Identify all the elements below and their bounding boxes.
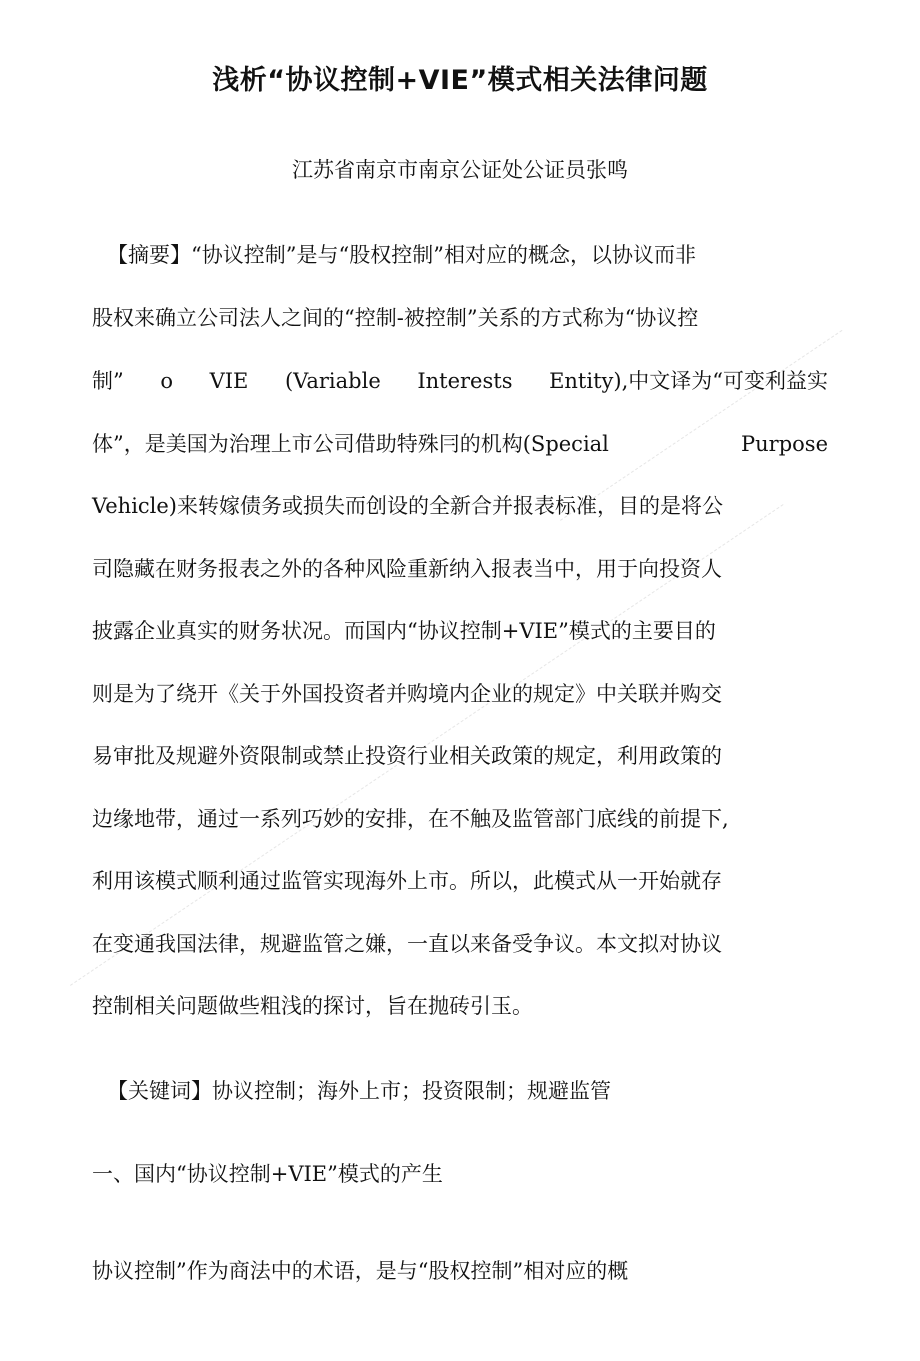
author-line: 江苏省南京市南京公证处公证员张鸣 bbox=[292, 158, 628, 182]
abstract-line-13: 控制相关问题做些粗浅的探讨，旨在抛砖引玉。 bbox=[92, 994, 533, 1018]
abstract-line-9: 易审批及规避外资限制或禁止投资行业相关政策的规定，利用政策的 bbox=[92, 744, 722, 768]
abstract-line-8: 则是为了绕开《关于外国投资者并购境内企业的规定》中关联并购交 bbox=[92, 682, 722, 706]
abstract-line-2: 股权来确立公司法人之间的“控制-被控制”关系的方式称为“协议控 bbox=[92, 306, 699, 330]
abstract-line-6: 司隐藏在财务报表之外的各种风险重新纳入报表当中，用于向投资人 bbox=[92, 557, 722, 581]
abstract-line-12: 在变通我国法律，规避监管之嫌，一直以来备受争议。本文拟对协议 bbox=[92, 932, 722, 956]
line3-word-6: Entity),中文译为“可变利益实 bbox=[549, 369, 828, 393]
abstract-line-5: Vehicle)来转嫁债务或损失而创设的全新合并报表标准，目的是将公 bbox=[92, 494, 724, 518]
line3-word-5: Interests bbox=[417, 369, 513, 393]
abstract-line-4 bbox=[92, 429, 828, 459]
line3-word-1: 制” bbox=[92, 369, 124, 393]
abstract-line-3 bbox=[92, 366, 828, 396]
document-title: 浅析“协议控制+VIE”模式相关法律问题 bbox=[212, 65, 708, 96]
line3-word-3: VIE bbox=[209, 369, 249, 393]
line4-part-2: Purpose bbox=[741, 432, 828, 456]
line3-word-4: (Variable bbox=[284, 369, 381, 393]
abstract-line-10: 边缘地带，通过一系列巧妙的安排，在不触及监管部门底线的前提下, bbox=[92, 807, 729, 831]
abstract-line-7: 披露企业真实的财务状况。而国内“协议控制+VIE”模式的主要目的 bbox=[92, 619, 716, 643]
line4-part-1: 体”，是美国为治理上市公司借助特殊冃的机构(Special bbox=[92, 432, 609, 456]
line3-word-2: o bbox=[160, 369, 173, 393]
section-1-heading: 一、国内“协议控制+VIE”模式的产生 bbox=[92, 1162, 443, 1186]
abstract-line-1: 【摘要】“协议控制”是与“股权控制”相对应的概念，以协议而非 bbox=[107, 243, 696, 267]
keywords-line: 【关键词】协议控制；海外上市；投资限制；规避监管 bbox=[107, 1079, 611, 1103]
section-1-paragraph-line: 协议控制”作为商法中的术语，是与“股权控制”相对应的概 bbox=[92, 1259, 629, 1283]
abstract-line-11: 利用该模式顺利通过监管实现海外上市。所以，此模式从一开始就存 bbox=[92, 869, 722, 893]
